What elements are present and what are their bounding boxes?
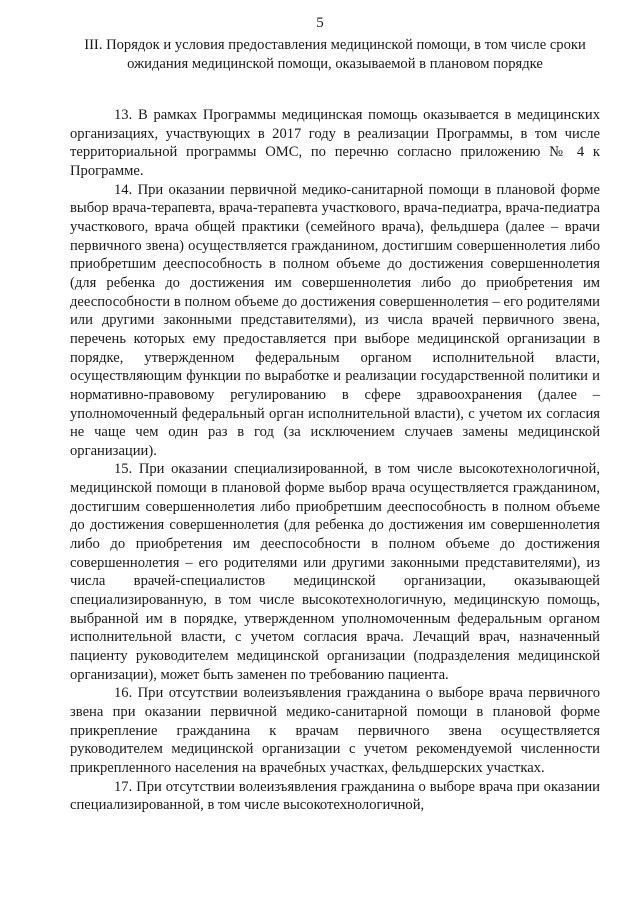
paragraph-17: 17. При отсутствии волеизъявления гражданина о выборе врача при оказании специализированной, в том числе высокотехнологичной,	[70, 778, 600, 814]
paragraph-15: 15. При оказании специализированной, в том числе высокотехнологичной, медицинской помощи в плановой форме выбор врача осуществляется гражданином, достигшим совершеннолетия либо приобретшим дееспособность в полном объеме до достижения совершеннолетия (для ребенка до достижения им совершеннолетия либо до приобретения им дееспособности в полном объеме до достижения совершеннолетия – его родителями или другими законными представителями), из числа врачей-специалистов медицинской организации, оказывающей специализированную, в том числе высокотехнологичную, медицинскую помощь, выбранной им в порядке, утвержденном уполномоченным федеральным органом исполнительной власти, с учетом согласия врача. Лечащий врач, назначенный пациенту руководителем медицинской организации (подразделения медицинской организации), может быть заменен по требованию пациента.	[70, 461, 600, 683]
document-body	[70, 106, 600, 815]
page-number: 5	[316, 15, 324, 31]
paragraph-14: 14. При оказании первичной медико-санитарной помощи в плановой форме выбор врача-терапевта, врача-терапевта участкового, врача-педиатра, врача-педиатра участкового, врача общей практики (семейного врача), фельдшера (далее – врачи первичного звена) осуществляется гражданином, достигшим совершеннолетия либо приобретшим дееспособность в полном объеме до достижения совершеннолетия (для ребенка до достижения им совершеннолетия либо до приобретения им дееспособности в полном объеме до достижения совершеннолетия – его родителями или другими законными представителями), из числа врачей первичного звена, перечень которых ему предоставляется при выборе медицинской организации в порядке, утвержденном федеральным органом исполнительной власти, осуществляющим функции по выработке и реализации государственной политики и нормативно-правовому регулированию в сфере здравоохранения (далее – уполномоченный федеральный орган исполнительной власти), с учетом их согласия не чаще чем один раз в год (за исключением случаев замены медицинской организации).	[70, 181, 600, 459]
paragraph-16: 16. При отсутствии волеизъявления гражданина о выборе врача первичного звена при оказании первичной медико-санитарной помощи в плановой форме прикрепление гражданина к врачам первичного звена осуществляется руководителем медицинской организации с учетом рекомендуемой численности прикрепленного населения на врачебных участках, фельдшерских участках.	[70, 685, 600, 776]
section-heading: III. Порядок и условия предоставления медицинской помощи, в том числе сроки ожидания медицинской помощи, оказываемой в плановом порядке	[84, 37, 586, 72]
paragraph-13: 13. В рамках Программы медицинская помощь оказывается в медицинских организациях, участвующих в 2017 году в реализации Программы, в том числе территориальной программы ОМС, по перечню согласно приложению № 4 к Программе.	[70, 107, 600, 179]
